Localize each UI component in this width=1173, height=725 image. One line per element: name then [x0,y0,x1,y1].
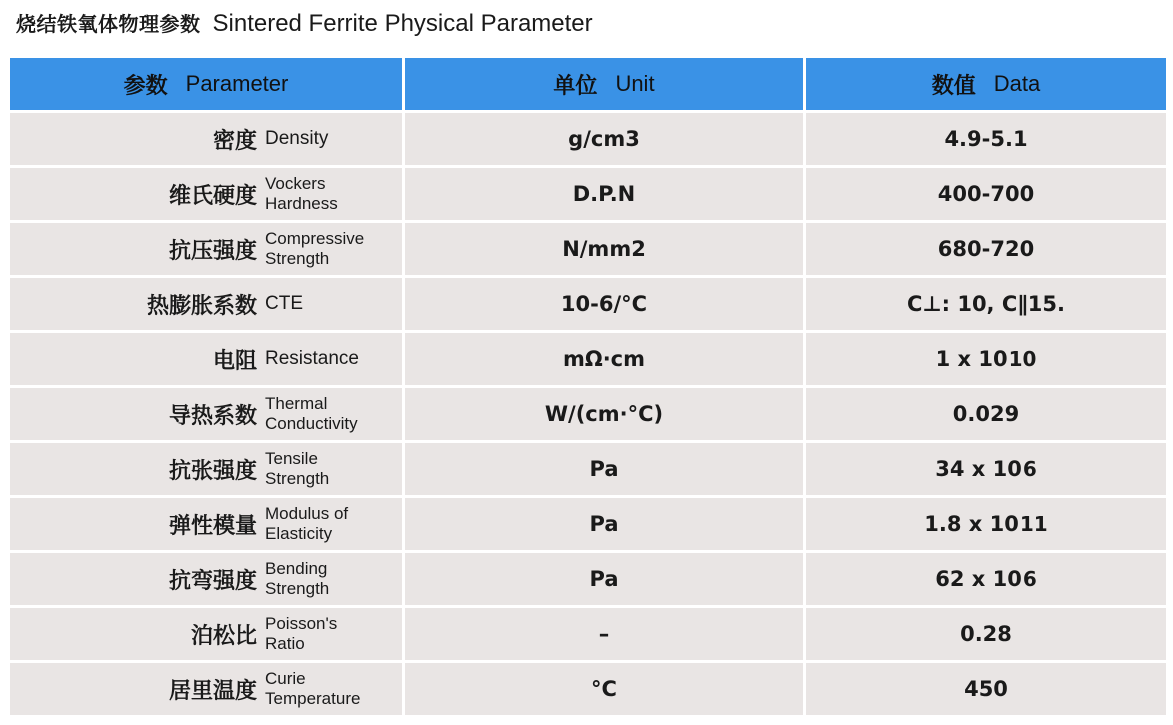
data-exponent: 6 [1022,567,1037,591]
unit-cell [405,333,803,385]
data-cell [806,388,1166,440]
parameter-cell [10,608,402,660]
parameter-name-en: Density [265,128,329,149]
page-title [16,8,593,42]
data-value: 680-720 [937,237,1035,261]
unit-value: °C [591,677,617,701]
parameter-name-en: Thermal Conductivity [265,394,358,433]
data-value: 1 x 10 [935,347,1008,371]
data-exponent: 11 [1019,512,1048,536]
header-unit [405,58,803,110]
parameter-cell [10,388,402,440]
unit-value: Pa [589,512,619,536]
parameter-name-en: Compressive Strength [265,229,365,268]
parameter-name-en: Curie Temperature [265,669,361,708]
parameter-cell [10,553,402,605]
parameter-name-en: Vockers Hardness [265,174,338,213]
parameter-name-zh: 弹性模量 [168,513,257,539]
header-unit-zh: 单位 [553,73,598,99]
unit-cell [405,168,803,220]
parameter-cell [10,168,402,220]
title-chinese: 烧结铁氧体物理参数 [16,12,201,36]
title-english: Sintered Ferrite Physical Parameter [212,10,593,37]
unit-cell [405,388,803,440]
parameter-name-en: Modulus of Elasticity [265,504,349,543]
data-value: 62 x 10 [935,567,1022,591]
header-parameter-en: Parameter [185,71,289,96]
parameter-name-zh: 密度 [212,128,257,154]
parameter-cell [10,223,402,275]
data-value: 400-700 [937,182,1035,206]
data-value: C⊥: 10, C∥15. [907,292,1065,316]
data-cell [806,168,1166,220]
parameter-cell [10,278,402,330]
unit-value: 10-6/°C [560,292,648,316]
parameter-cell [10,113,402,165]
data-cell [806,608,1166,660]
data-value: 0.28 [960,622,1012,646]
parameter-cell [10,498,402,550]
unit-value: Pa [589,567,619,591]
data-cell [806,113,1166,165]
parameter-name-zh: 抗弯强度 [168,568,257,594]
data-cell [806,553,1166,605]
header-parameter-zh: 参数 [123,73,168,99]
data-cell [806,278,1166,330]
data-value: 1.8 x 10 [924,512,1019,536]
unit-cell [405,608,803,660]
parameter-name-zh: 热膨胀系数 [146,293,257,319]
parameter-table [10,58,1166,715]
unit-value: – [598,622,610,646]
data-cell [806,498,1166,550]
unit-cell [405,553,803,605]
data-cell [806,223,1166,275]
data-value: 4.9-5.1 [944,127,1028,151]
data-exponent: 6 [1022,457,1037,481]
header-data-en: Data [993,71,1041,96]
unit-value: D.P.N [572,182,636,206]
data-cell [806,333,1166,385]
data-value: 34 x 10 [935,457,1022,481]
parameter-name-en: Bending Strength [265,559,330,598]
data-cell [806,663,1166,715]
unit-cell [405,443,803,495]
unit-cell [405,663,803,715]
unit-cell [405,278,803,330]
header-data [806,58,1166,110]
parameter-name-zh: 抗压强度 [168,238,257,264]
unit-value: N/mm2 [562,237,646,261]
unit-cell [405,113,803,165]
parameter-cell [10,663,402,715]
header-unit-en: Unit [615,71,655,96]
parameter-cell [10,333,402,385]
parameter-name-en: Poisson's Ratio [265,614,338,653]
unit-value: W/(cm·°C) [544,402,664,426]
parameter-cell [10,443,402,495]
data-exponent: 10 [1008,347,1037,371]
parameter-name-en: Tensile Strength [265,449,330,488]
data-cell [806,443,1166,495]
data-value: 0.029 [952,402,1020,426]
header-data-zh: 数值 [931,73,976,99]
data-value: 450 [964,677,1008,701]
unit-cell [405,223,803,275]
unit-value: mΩ·cm [562,347,646,371]
unit-value: g/cm3 [568,127,640,151]
parameter-name-zh: 电阻 [212,348,257,374]
parameter-name-en: CTE [265,293,303,314]
parameter-name-zh: 居里温度 [168,678,257,704]
parameter-name-zh: 泊松比 [190,623,257,649]
parameter-name-zh: 导热系数 [168,403,257,429]
parameter-name-zh: 抗张强度 [168,458,257,484]
unit-value: Pa [589,457,619,481]
unit-cell [405,498,803,550]
parameter-name-zh: 维氏硬度 [168,183,257,209]
parameter-name-en: Resistance [265,348,359,369]
header-parameter [10,58,402,110]
